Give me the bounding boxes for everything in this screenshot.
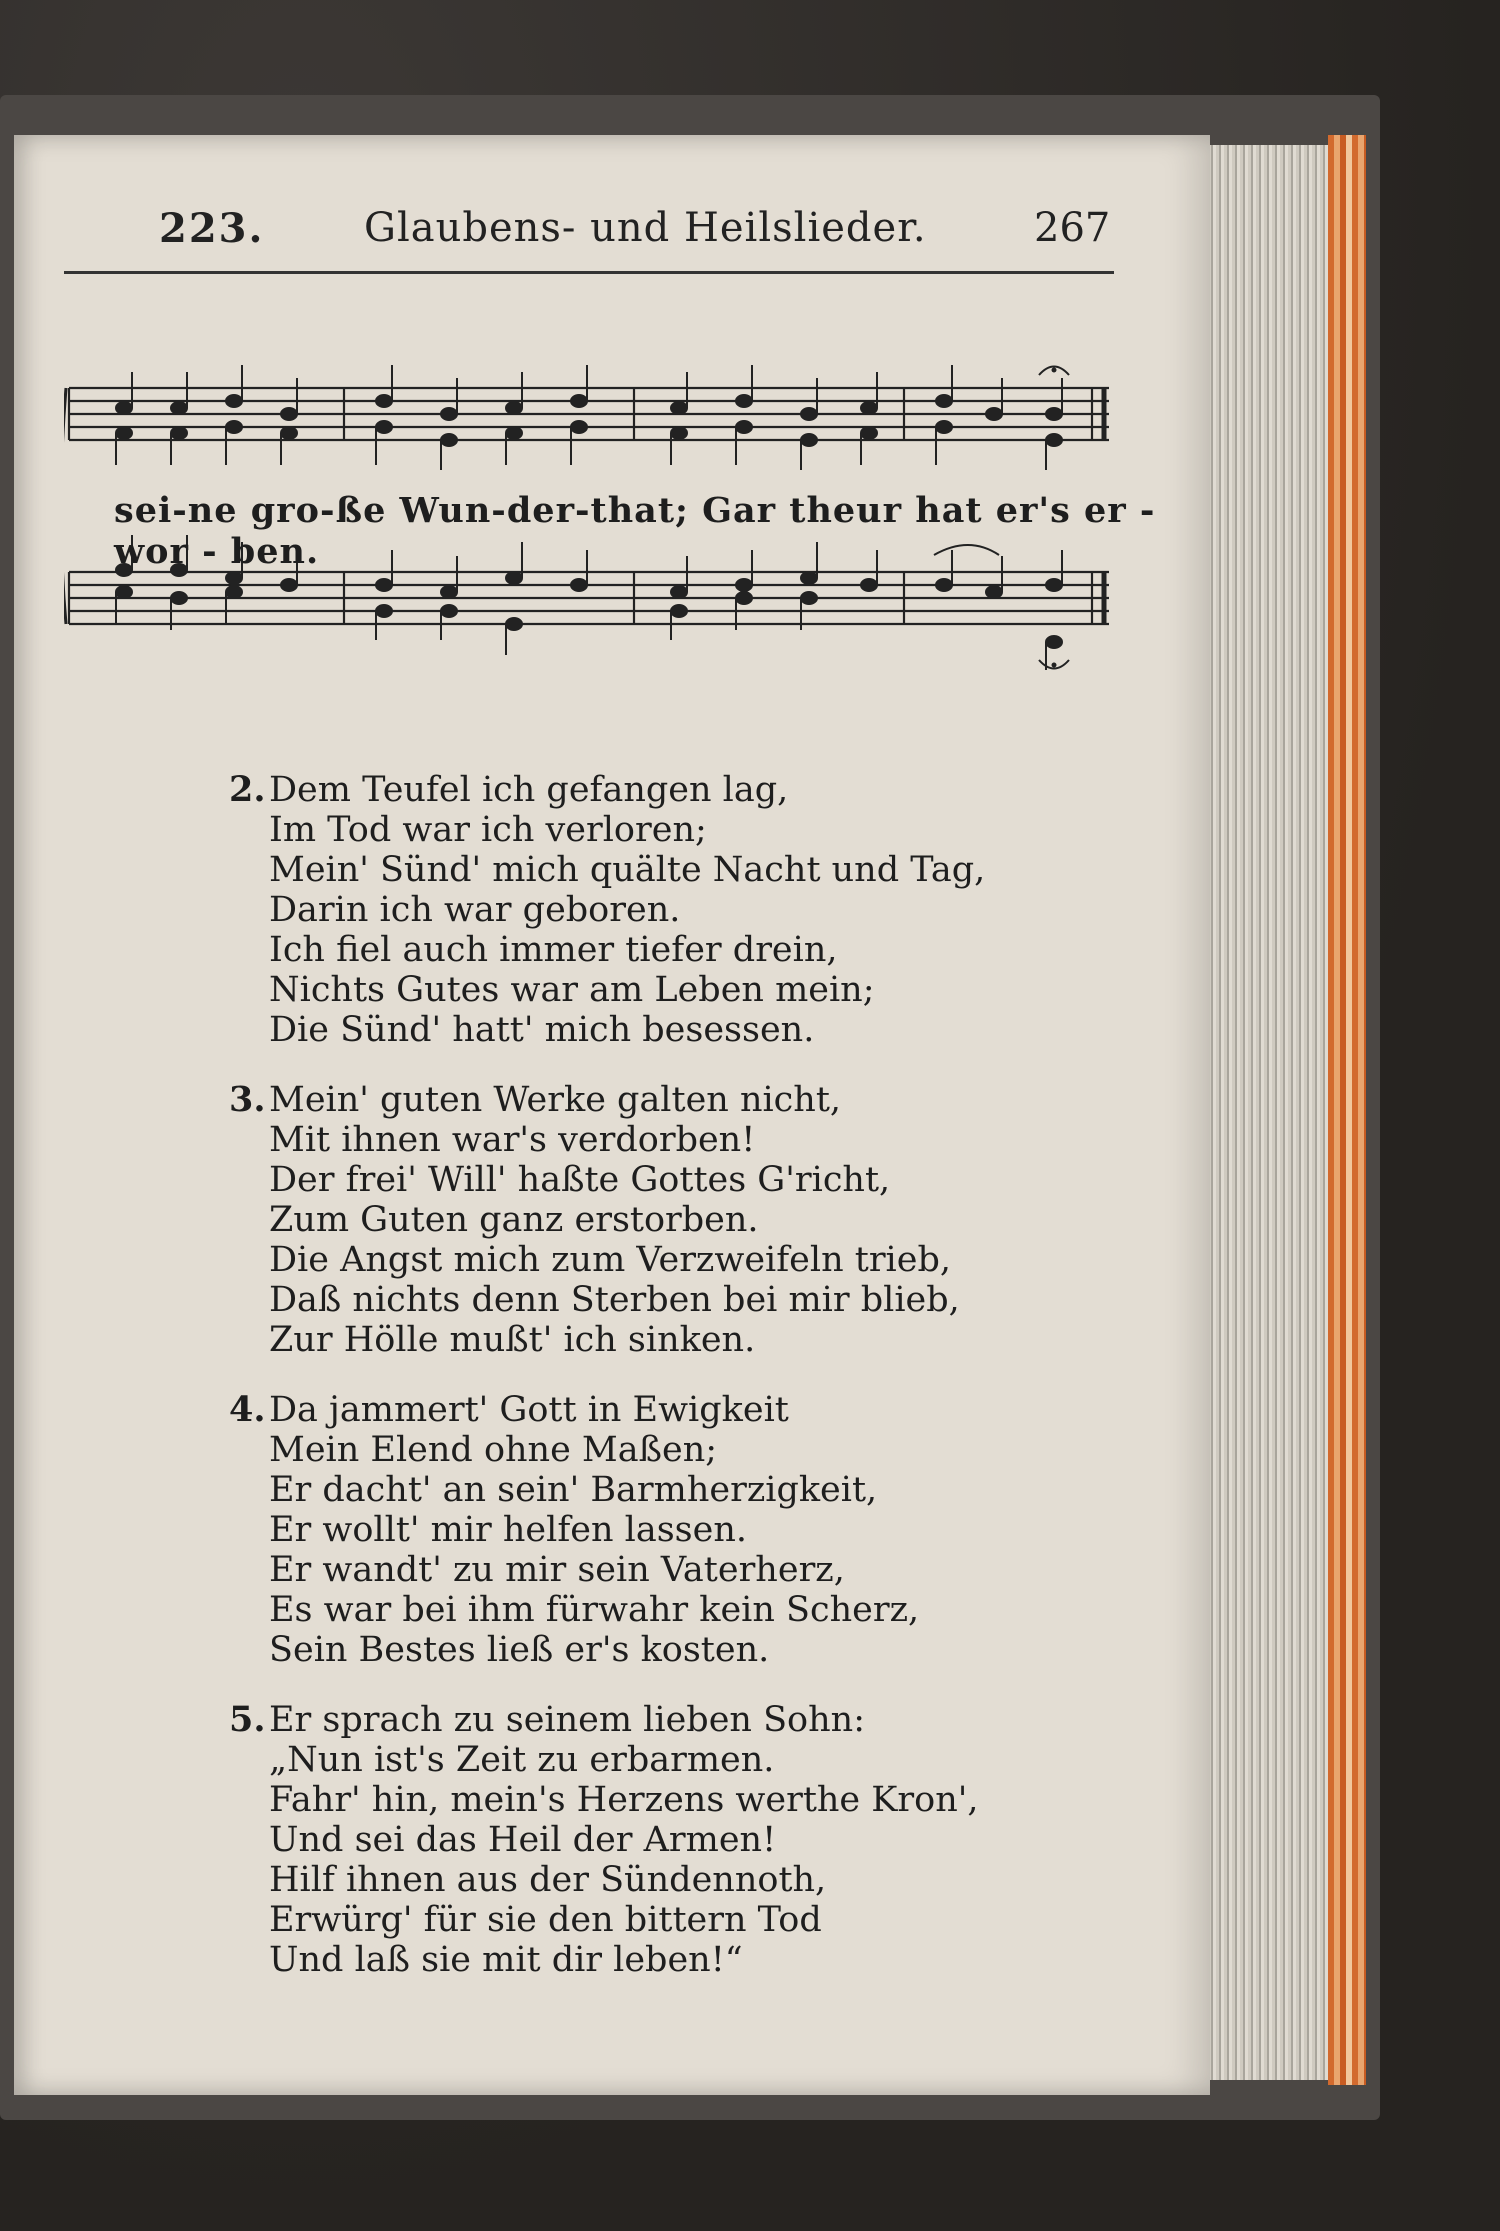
stanza-line: Er wandt' zu mir sein Vaterherz, — [269, 1550, 845, 1590]
stanza-line: Mein Elend ohne Maßen; — [269, 1430, 718, 1470]
stanza-number: 3. — [229, 1079, 266, 1120]
stanza-line: 2.Dem Teufel ich gefangen lag, — [229, 769, 789, 810]
stanza-number: 4. — [229, 1389, 266, 1430]
stanza-number: 5. — [229, 1699, 266, 1740]
stanza-line: Die Angst mich zum Verzweifeln trieb, — [269, 1240, 951, 1280]
stanza-line: Und laß sie mit dir leben!“ — [269, 1940, 743, 1980]
stanza-line: Darin ich war geboren. — [269, 890, 681, 930]
stanza-line: 3.Mein' guten Werke galten nicht, — [229, 1079, 842, 1120]
page-number: 267 — [1034, 205, 1111, 251]
marbled-edge — [1328, 135, 1366, 2085]
stanza-line: Und sei das Heil der Armen! — [269, 1820, 777, 1860]
page-edges — [1208, 145, 1328, 2080]
stanza-line: 5.Er sprach zu seinem lieben Sohn: — [229, 1699, 865, 1740]
stanza-line: Erwürg' für sie den bittern Tod — [269, 1900, 822, 1940]
stanza-line: „Nun ist's Zeit zu erbarmen. — [269, 1740, 775, 1780]
stanza-line: Nichts Gutes war am Leben mein; — [269, 970, 875, 1010]
stanza-line: Sein Bestes ließ er's kosten. — [269, 1630, 770, 1670]
stanza-line: Der frei' Will' haßte Gottes G'richt, — [269, 1160, 891, 1200]
stanza-line: Mein' Sünd' mich quälte Nacht und Tag, — [269, 850, 986, 890]
lyric-line: sei-ne gro-ße Wun-der-that; Gar theur hat er's er - wor - ben. — [114, 490, 1156, 572]
treble-notes — [116, 365, 1062, 470]
stanza-2 — [229, 770, 985, 1050]
stanza-line: 4.Da jammert' Gott in Ewigkeit — [229, 1389, 789, 1430]
section-title: Glaubens- und Heilslieder. — [364, 205, 927, 251]
stanza-line: Die Sünd' hatt' mich besessen. — [269, 1010, 815, 1050]
stanza-line: Es war bei ihm fürwahr kein Scherz, — [269, 1590, 920, 1630]
stanza-4 — [229, 1390, 919, 1670]
stanza-line: Er wollt' mir helfen lassen. — [269, 1510, 748, 1550]
stanza-line: Fahr' hin, mein's Herzens werthe Kron', — [269, 1780, 979, 1820]
stanza-3 — [229, 1080, 960, 1360]
stanza-line: Zur Hölle mußt' ich sinken. — [269, 1320, 756, 1360]
hymn-number: 223. — [159, 205, 265, 252]
page-header — [64, 205, 1114, 265]
stanza-5 — [229, 1700, 979, 1980]
stanza-line: Ich fiel auch immer tiefer drein, — [269, 930, 838, 970]
stanza-line: Im Tod war ich verloren; — [269, 810, 707, 850]
stanza-line: Zum Guten ganz erstorben. — [269, 1200, 759, 1240]
stanza-line: Hilf ihnen aus der Sündennoth, — [269, 1860, 827, 1900]
stanza-line: Er dacht' an sein' Barmherzigkeit, — [269, 1470, 878, 1510]
stanza-number: 2. — [229, 769, 266, 810]
stanza-line: Mit ihnen war's verdorben! — [269, 1120, 756, 1160]
header-rule — [64, 271, 1114, 274]
book-page — [14, 135, 1210, 2095]
stanza-line: Daß nichts denn Sterben bei mir blieb, — [269, 1280, 960, 1320]
